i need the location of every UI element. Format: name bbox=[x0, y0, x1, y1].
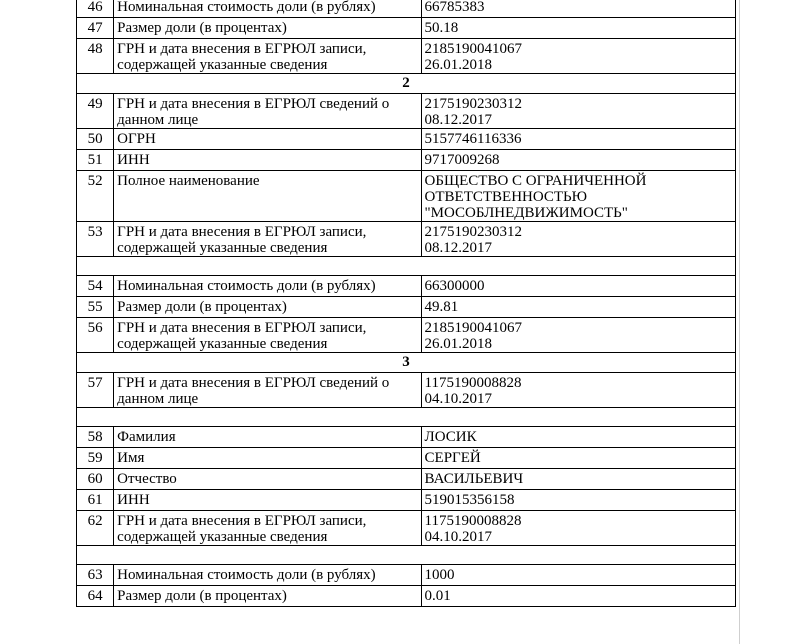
row-label: ОГРН bbox=[114, 129, 421, 150]
table-row bbox=[77, 373, 736, 408]
row-value: 2185190041067 26.01.2018 bbox=[421, 39, 735, 74]
row-number: 56 bbox=[77, 318, 114, 353]
row-label: Номинальная стоимость доли (в рублях) bbox=[114, 276, 421, 297]
row-label: ГРН и дата внесения в ЕГРЮЛ записи, содержащей указанные сведения bbox=[114, 39, 421, 74]
row-label: Полное наименование bbox=[114, 171, 421, 222]
row-label: ГРН и дата внесения в ЕГРЮЛ записи, содержащей указанные сведения bbox=[114, 318, 421, 353]
row-number: 60 bbox=[77, 469, 114, 490]
row-label: ГРН и дата внесения в ЕГРЮЛ сведений о данном лице bbox=[114, 94, 421, 129]
row-number: 57 bbox=[77, 373, 114, 408]
row-value: СЕРГЕЙ bbox=[421, 448, 735, 469]
row-number: 53 bbox=[77, 222, 114, 257]
row-value: 66785383 bbox=[421, 0, 735, 18]
row-value: 2175190230312 08.12.2017 bbox=[421, 222, 735, 257]
row-value: ВАСИЛЬЕВИЧ bbox=[421, 469, 735, 490]
table-row bbox=[77, 586, 736, 607]
row-number: 52 bbox=[77, 171, 114, 222]
row-label: Номинальная стоимость доли (в рублях) bbox=[114, 0, 421, 18]
table-row bbox=[77, 490, 736, 511]
table-row bbox=[77, 39, 736, 74]
row-number: 50 bbox=[77, 129, 114, 150]
row-number: 55 bbox=[77, 297, 114, 318]
spacer-cell bbox=[77, 408, 736, 427]
table-row bbox=[77, 565, 736, 586]
row-label: Номинальная стоимость доли (в рублях) bbox=[114, 565, 421, 586]
spacer-row bbox=[77, 257, 736, 276]
table-row bbox=[77, 129, 736, 150]
table-row bbox=[77, 427, 736, 448]
spacer-cell bbox=[77, 546, 736, 565]
row-number: 64 bbox=[77, 586, 114, 607]
row-label: Размер доли (в процентах) bbox=[114, 297, 421, 318]
table-row bbox=[77, 448, 736, 469]
row-label: ГРН и дата внесения в ЕГРЮЛ записи, содержащей указанные сведения bbox=[114, 222, 421, 257]
row-label: Размер доли (в процентах) bbox=[114, 586, 421, 607]
row-number: 47 bbox=[77, 18, 114, 39]
row-label: ГРН и дата внесения в ЕГРЮЛ записи, содержащей указанные сведения bbox=[114, 511, 421, 546]
spacer-row bbox=[77, 546, 736, 565]
row-value: ОБЩЕСТВО С ОГРАНИЧЕННОЙ ОТВЕТСТВЕННОСТЬЮ "МОСОБЛНЕДВИЖИМОСТЬ" bbox=[421, 171, 735, 222]
row-number: 54 bbox=[77, 276, 114, 297]
row-number: 61 bbox=[77, 490, 114, 511]
table-row bbox=[77, 0, 736, 18]
row-value: ЛОСИК bbox=[421, 427, 735, 448]
row-value: 66300000 bbox=[421, 276, 735, 297]
row-value: 0.01 bbox=[421, 586, 735, 607]
viewer-background bbox=[740, 0, 793, 644]
row-value: 1175190008828 04.10.2017 bbox=[421, 511, 735, 546]
section-header bbox=[77, 74, 736, 94]
row-number: 49 bbox=[77, 94, 114, 129]
row-number: 46 bbox=[77, 0, 114, 18]
row-value: 9717009268 bbox=[421, 150, 735, 171]
row-number: 58 bbox=[77, 427, 114, 448]
table-row bbox=[77, 150, 736, 171]
spacer-row bbox=[77, 408, 736, 427]
row-number: 59 bbox=[77, 448, 114, 469]
row-number: 62 bbox=[77, 511, 114, 546]
section-header bbox=[77, 353, 736, 373]
row-label: Отчество bbox=[114, 469, 421, 490]
table-row bbox=[77, 94, 736, 129]
row-label: Размер доли (в процентах) bbox=[114, 18, 421, 39]
row-value: 5157746116336 bbox=[421, 129, 735, 150]
row-value: 2175190230312 08.12.2017 bbox=[421, 94, 735, 129]
table-row bbox=[77, 18, 736, 39]
table-row bbox=[77, 276, 736, 297]
table-row bbox=[77, 511, 736, 546]
row-value: 49.81 bbox=[421, 297, 735, 318]
section-number: 3 bbox=[77, 353, 736, 373]
table-row bbox=[77, 222, 736, 257]
row-label: ИНН bbox=[114, 150, 421, 171]
section-number: 2 bbox=[77, 74, 736, 94]
row-number: 63 bbox=[77, 565, 114, 586]
row-number: 51 bbox=[77, 150, 114, 171]
row-value: 519015356158 bbox=[421, 490, 735, 511]
table-row bbox=[77, 469, 736, 490]
table-row bbox=[77, 171, 736, 222]
row-value: 1000 bbox=[421, 565, 735, 586]
table-row bbox=[77, 297, 736, 318]
row-label: ГРН и дата внесения в ЕГРЮЛ сведений о данном лице bbox=[114, 373, 421, 408]
table-row bbox=[77, 318, 736, 353]
row-label: ИНН bbox=[114, 490, 421, 511]
row-value: 50.18 bbox=[421, 18, 735, 39]
spacer-cell bbox=[77, 257, 736, 276]
row-label: Фамилия bbox=[114, 427, 421, 448]
row-label: Имя bbox=[114, 448, 421, 469]
row-number: 48 bbox=[77, 39, 114, 74]
row-value: 2185190041067 26.01.2018 bbox=[421, 318, 735, 353]
egrul-table bbox=[76, 0, 736, 607]
row-value: 1175190008828 04.10.2017 bbox=[421, 373, 735, 408]
